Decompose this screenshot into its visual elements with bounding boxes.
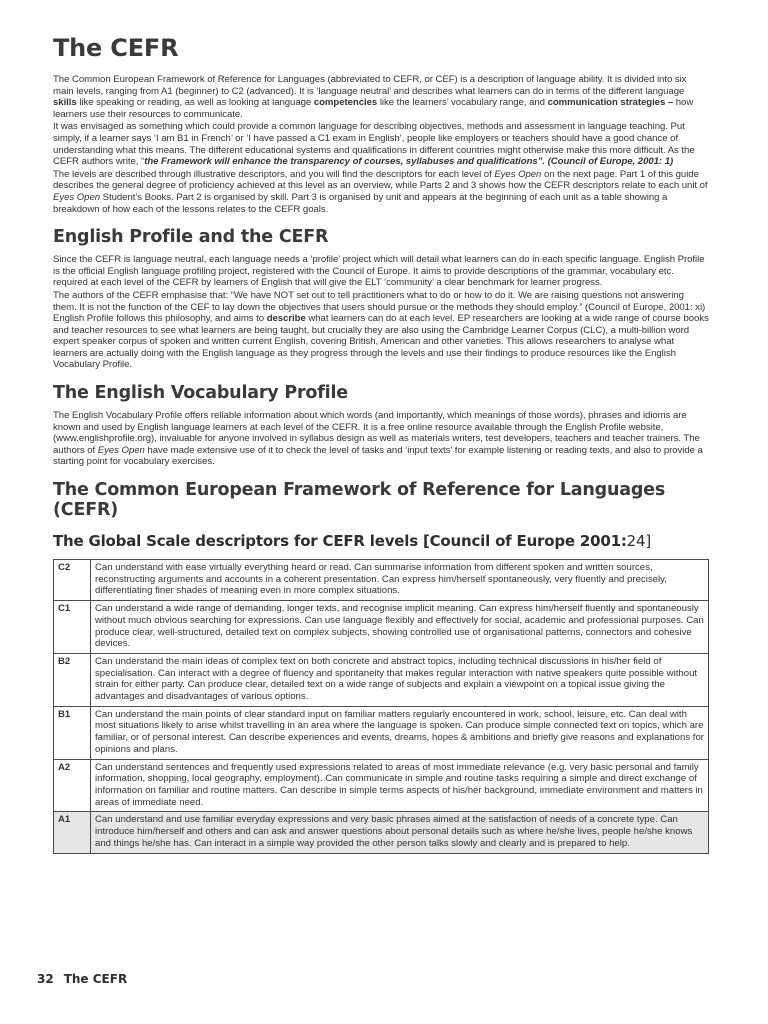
english-profile-paragraph-1: Since the CEFR is language neutral, each language needs a ‘profile’ project which will detail what learners can do in each specific language. English Profile is the official English language profiling project, registered with the Council of Europe. It aims to provide descriptions of the grammar, vocabulary etc. required at each level of the CEFR by learners of English that will give the ELT ‘community’ a clear benchmark for learner progress. xyxy=(53,254,705,289)
level-code: C2 xyxy=(54,560,91,601)
level-code: C1 xyxy=(54,601,91,654)
global-scale-subheading xyxy=(53,532,709,550)
text-run: like the learners’ vocabulary range, and xyxy=(377,97,548,109)
text-run: The authors of the CEFR emphasise that: “We have NOT set out to tell practitioners what to do or how to do it. We are raising questions not answering them. It is not the function of the CEF to lay down the objectives that users should pursue or the methods they should employ.” (Council of Europe, 2001: xi) English Profile follows this philosophy, and aims to xyxy=(53,289,706,325)
page-number: 32 xyxy=(37,972,54,986)
table-row xyxy=(54,759,709,812)
table-row xyxy=(54,812,709,853)
text-run: The Global Scale descriptors for CEFR levels [Council of Europe 2001: xyxy=(53,532,627,551)
page-footer xyxy=(37,972,127,986)
emphasis-strategies: communication strategies – xyxy=(547,97,674,109)
emphasis-skills: skills xyxy=(53,97,77,109)
intro-paragraph-2 xyxy=(53,121,709,167)
emphasis-competencies: competencies xyxy=(313,97,378,109)
table-row xyxy=(54,560,709,601)
text-run: what learners can do at each level. EP researchers are looking at a wide range of course books and teacher resources to see what learners are being taught, but crucially they are also using the Cambridge Learner Corpus (CLC), a multi-billion word expert speaker corpus of spoken and written current English, covering British, American and other varieties. This allows researchers to analyse what learners are actually doing with the English language as they progress through the levels and use their findings to produce resources like the English Vocabulary Profile. xyxy=(53,313,709,371)
table-row xyxy=(54,653,709,706)
section-heading-vocabulary-profile: The English Vocabulary Profile xyxy=(53,383,348,404)
document-page xyxy=(53,34,709,854)
level-descriptor: Can understand the main ideas of complex text on both concrete and abstract topics, including technical discussions in his/her field of specialisation. Can interact with a degree of fluency and spontaneity that makes regular interaction with native speakers quite possible without strain for either party. Can produce clear, detailed text on a wide range of subjects and explain a viewpoint on a topical issue giving the advantages and disadvantages of various options. xyxy=(91,653,709,706)
text-run: like speaking or reading, as well as looking at language xyxy=(76,97,314,109)
intro-paragraph-3 xyxy=(53,169,709,215)
vocabulary-profile-paragraph xyxy=(53,410,709,468)
framework-quote: the Framework will enhance the transparency of courses, syllabuses and qualifications”. (Council of Europe, 2001: 1) xyxy=(144,156,674,168)
emphasis-describe: describe xyxy=(266,313,306,325)
text-run: The levels are described through illustrative descriptors, and you will find the descriptors for each level of xyxy=(53,168,495,180)
text-run: ] xyxy=(645,532,651,551)
text-run: on the next page. Part 1 of this guide describes the general degree of proficiency achieved at this level as an overview, while Parts 2 and 3 shows how the CEFR descriptors relate to each unit of xyxy=(53,168,708,192)
cefr-levels-table xyxy=(53,559,709,853)
text-run: how learners use their resources to communicate. xyxy=(53,97,694,120)
level-descriptor: Can understand with ease virtually everything heard or read. Can summarise information from different spoken and written sources, reconstructing arguments and accounts in a coherent presentation. Can express him/herself spontaneously, very fluently and precisely, differentiating finer shades of meaning even in more complex situations. xyxy=(91,560,709,601)
text-run: Student’s Books. Part 2 is organised by skill. Part 3 is organised by unit and appears at the beginning of each unit as a table showing a breakdown of how each of the lessons relates to the CEFR goals. xyxy=(53,191,668,215)
intro-paragraph-1 xyxy=(53,74,709,120)
text-run: It was envisaged as something which could provide a common language for describing objectives, methods and assessment in language teaching. Put simply, if a learner says ‘I am B1 in French’ or ‘I have passed a C1 exam in English’, people like employers or teachers should have a good chance of understanding what this means. The different educational systems and qualifications in different countries might otherwise make this more difficult. As the CEFR authors write, “ xyxy=(53,121,695,168)
level-descriptor: Can understand and use familiar everyday expressions and very basic phrases aimed at the satisfaction of needs of a concrete type. Can introduce him/herself and others and can ask and answer questions about personal details such as where he/she lives, people he/she knows and things he/she has. Can interact in a simple way provided the other person talks slowly and clearly and is prepared to help. xyxy=(91,812,709,853)
level-descriptor: Can understand a wide range of demanding, longer texts, and recognise implicit meaning. Can express him/herself fluently and spontaneously without much obvious searching for expressions. Can use language flexibly and effectively for social, academic and professional purposes. Can produce clear, well-structured, detailed text on complex subjects, showing controlled use of organisational patterns, connectors and cohesive devices. xyxy=(91,601,709,654)
table-row xyxy=(54,601,709,654)
section-heading-framework: The Common European Framework of Reference for Languages (CEFR) xyxy=(53,480,666,521)
level-code: B2 xyxy=(54,653,91,706)
book-title: Eyes Open xyxy=(53,191,101,203)
text-run: The Common European Framework of Reference for Languages (abbreviated to CEFR, or CEF) is a description of language ability. It is divided into six main levels, ranging from A1 (beginner) to C2 (advanced). It is ‘language neutral’ and describes what learners can do in terms of the different language xyxy=(53,74,687,97)
text-run: 24 xyxy=(626,532,646,551)
level-code: A1 xyxy=(54,812,91,853)
level-code: B1 xyxy=(54,706,91,759)
text-run: The English Vocabulary Profile offers reliable information about which words (and importantly, which meanings of those words), phrases and idioms are known and used by English language learners at each level of the CEFR. It is a free online resource available through the English Profile website, (www.englishprofile.org), invaluable for anyone involved in syllabus design as well as materials writers, test developers, teachers and teacher trainers. The authors of xyxy=(53,410,700,456)
footer-section-title: The CEFR xyxy=(63,972,128,986)
text-run: have made extensive use of it to check the level of tasks and ‘input texts’ for example listening or reading texts, and also to provide a starting point for vocabulary exercises. xyxy=(53,444,703,468)
section-heading-english-profile: English Profile and the CEFR xyxy=(53,227,329,248)
book-title: Eyes Open xyxy=(97,444,145,456)
book-title: Eyes Open xyxy=(494,168,542,180)
level-code: A2 xyxy=(54,759,91,812)
table-row xyxy=(54,706,709,759)
english-profile-paragraph-2 xyxy=(53,290,709,371)
level-descriptor: Can understand the main points of clear standard input on familiar matters regularly encountered in work, school, leisure, etc. Can deal with most situations likely to arise whilst travelling in an area where the language is spoken. Can produce simple connected text on topics, which are familiar, or of personal interest. Can describe experiences and events, dreams, hopes & ambitions and briefly give reasons and explanations for opinions and plans. xyxy=(91,706,709,759)
level-descriptor: Can understand sentences and frequently used expressions related to areas of most immediate relevance (e.g. very basic personal and family information, shopping, local geography, employment). Can communicate in simple and routine tasks requiring a simple and direct exchange of information on familiar and routine matters. Can describe in simple terms aspects of his/her background, immediate environment and matters in areas of immediate need. xyxy=(91,759,709,812)
page-title: The CEFR xyxy=(53,34,179,62)
